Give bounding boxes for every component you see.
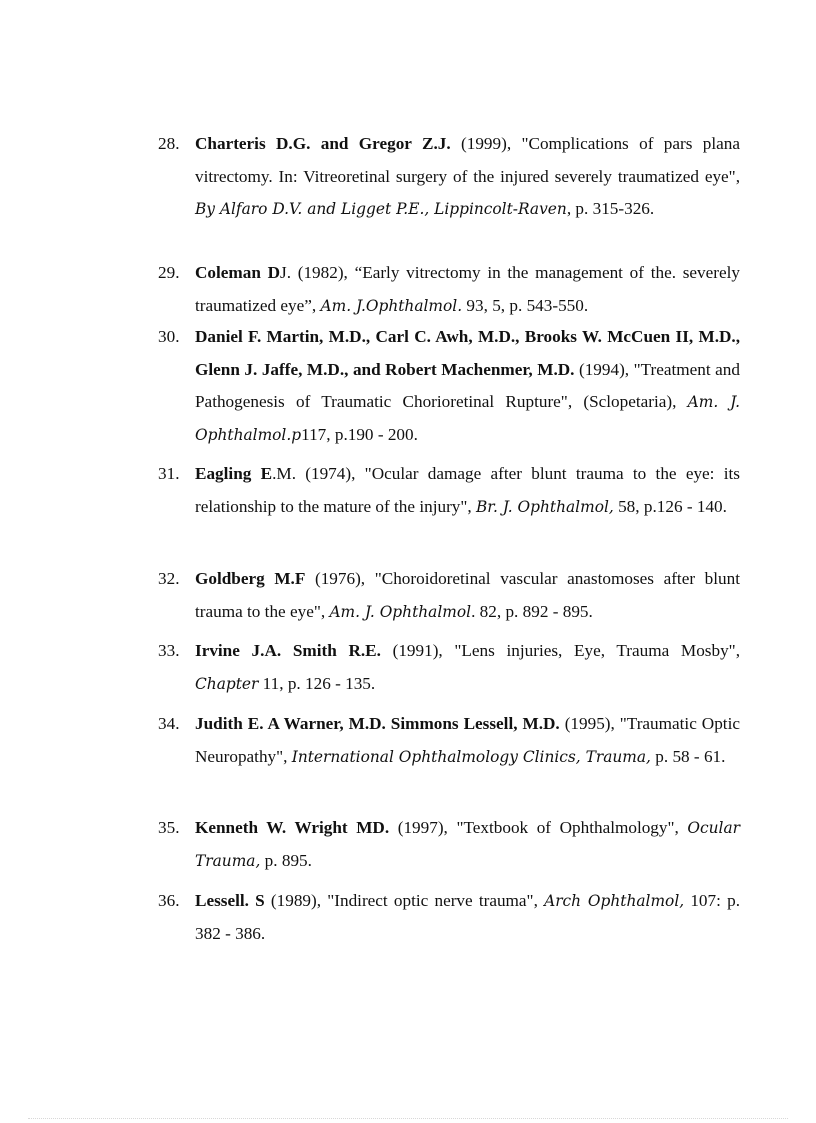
reference-body [158, 885, 740, 950]
reference-30 [158, 321, 740, 451]
reference-source: By Alfaro D.V. and Ligget P.E., Lippincolt-Raven [195, 200, 567, 218]
reference-body [158, 128, 740, 226]
reference-authors: Coleman D [195, 263, 281, 282]
reference-title: (1999), "Complications of pars plana vitrectomy. In: Vitreoretinal surgery of the injured severely traumatized eye", [195, 134, 740, 186]
reference-number: 33. [158, 641, 180, 660]
reference-number: 36. [158, 891, 180, 910]
reference-33 [158, 635, 740, 700]
reference-authors: Judith E. A Warner, M.D. Simmons Lessell, M.D. [195, 714, 560, 733]
reference-32 [158, 563, 740, 628]
reference-authors: Kenneth W. Wright MD. [195, 818, 390, 837]
reference-31 [158, 458, 740, 523]
reference-title: (1991), "Lens injuries, Eye, Trauma Mosby", [380, 641, 740, 660]
reference-source: Am. J.Ophthalmol. [320, 296, 463, 315]
reference-title: (1997), "Textbook of Ophthalmology", [389, 818, 688, 837]
reference-source: Chapter [195, 674, 259, 693]
reference-title: (1994), "Treatment and Pathogenesis of Traumatic Chorioretinal Rupture", (Sclopetaria), [195, 359, 740, 411]
reference-34 [158, 708, 740, 773]
reference-source: Ocular Trauma, [195, 819, 741, 870]
reference-35 [158, 812, 740, 877]
reference-title: J. (1982), “Early vitrectomy in the management of the. severely traumatized eye”, [195, 263, 740, 315]
reference-body [158, 563, 740, 628]
reference-pages: . 82, p. 892 - 895. [471, 601, 593, 621]
reference-title: (1995), "Traumatic Optic Neuropathy", [195, 714, 740, 766]
reference-pages: 107: p. 382 - 386. [195, 891, 740, 943]
reference-authors: Eagling E [195, 464, 273, 483]
reference-29 [158, 257, 740, 322]
reference-body [158, 257, 740, 322]
reference-pages: p. 58 - 61. [650, 746, 726, 766]
reference-pages: , p. 315-326. [566, 199, 655, 218]
reference-authors: Daniel F. Martin, M.D., Carl C. Awh, M.D., Brooks W. McCuen II, M.D., Glenn J. Jaffe, M.D., and Robert Machenmer, M.D. [195, 327, 740, 379]
reference-number: 30. [158, 327, 180, 346]
reference-body [158, 635, 740, 700]
reference-body [158, 321, 740, 451]
page-bottom-divider [28, 1118, 788, 1119]
reference-authors: Irvine J.A. Smith R.E. [195, 641, 381, 660]
reference-number: 29. [158, 263, 180, 282]
reference-36 [158, 885, 740, 950]
reference-body [158, 812, 741, 877]
reference-pages: 117, p.190 - 200. [301, 424, 418, 444]
reference-title: (1989), "Indirect optic nerve trauma", [264, 891, 545, 910]
reference-pages: 58, p.126 - 140. [613, 496, 727, 516]
reference-title: (1976), "Choroidoretinal vascular anastomoses after blunt trauma to the eye", [195, 569, 740, 621]
reference-source: Am. J. Ophthalmol.p [195, 393, 740, 444]
reference-body [158, 458, 740, 523]
reference-28 [158, 128, 740, 226]
reference-body [158, 708, 740, 773]
reference-title: .M. (1974), "Ocular damage after blunt trauma to the eye: its relationship to the mature of the injury", [195, 464, 740, 516]
reference-number: 32. [158, 569, 180, 588]
reference-authors: Goldberg M.F [195, 569, 306, 588]
reference-pages: 93, 5, p. 543-550. [462, 295, 589, 315]
reference-source: Arch Ophthalmol, [544, 892, 685, 910]
reference-number: 31. [158, 464, 180, 483]
reference-pages: p. 895. [260, 850, 312, 870]
reference-source: Am. J. Ophthalmol [329, 602, 472, 621]
reference-number: 34. [158, 714, 180, 733]
reference-pages: 11, p. 126 - 135. [258, 673, 376, 693]
reference-number: 28. [158, 134, 180, 153]
reference-number: 35. [158, 818, 180, 837]
reference-authors: Charteris D.G. and Gregor Z.J. [195, 134, 451, 153]
reference-authors: Lessell. S [195, 891, 265, 910]
reference-source: Br. J. Ophthalmol, [476, 497, 614, 516]
reference-source: International Ophthalmology Clinics, Trauma, [291, 747, 651, 766]
